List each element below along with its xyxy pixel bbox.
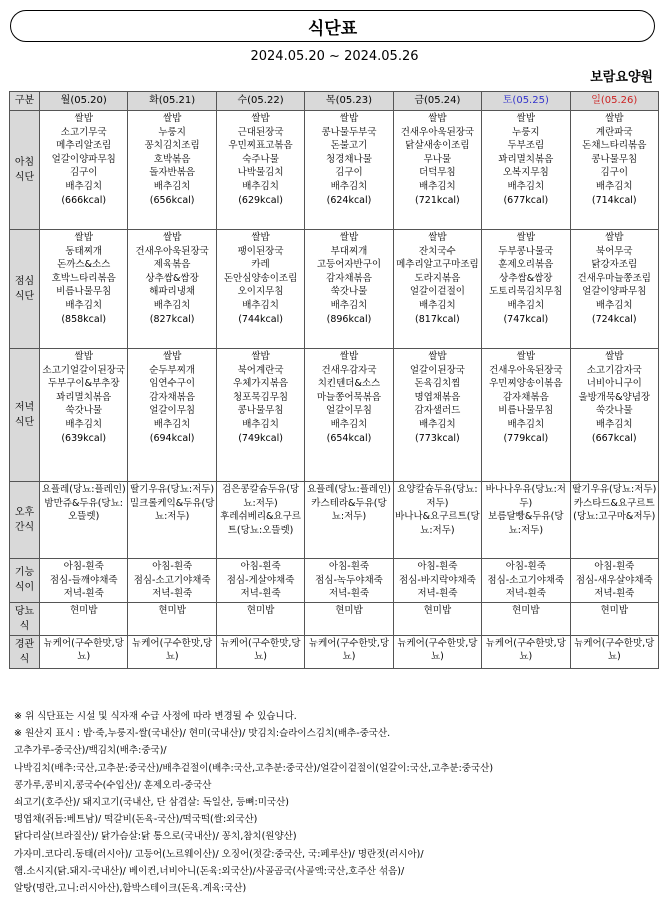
menu-item: 점심-소고기야채죽 [133, 574, 211, 586]
row-label-breakfast: 아침 식단 [10, 111, 40, 230]
menu-item: 건새우아욱된장국 [400, 126, 475, 138]
menu-item: 배추김치 [330, 180, 368, 192]
menu-item: 두부조림 [507, 140, 545, 152]
menu-item: 호박볶음 [153, 153, 191, 165]
menu-item: 쌀밥 [162, 113, 182, 124]
menu-item: 임연수구이 [149, 378, 196, 390]
menu-item: 소고기무국 [60, 126, 107, 138]
menu-item: 계란파국 [595, 126, 633, 138]
menu-item: 해파리냉채 [149, 286, 196, 298]
menu-item: 쑥갓나물 [65, 405, 103, 417]
menu-item: 카스테라&두유(당뇨:저두) [311, 497, 387, 523]
header-day-thu: 목(05.23) [305, 92, 393, 111]
menu-item: (744kcal) [238, 313, 283, 325]
menu-item: 점심-바지락야채죽 [398, 574, 476, 586]
menu-cell [216, 602, 304, 635]
menu-item: 저녁-흰죽 [505, 588, 546, 600]
menu-item: 쌀밥 [251, 351, 270, 362]
menu-item: 저녁-흰죽 [152, 588, 193, 600]
menu-item: 점심-소고기야채죽 [487, 574, 565, 586]
page-title: 식단표 [10, 10, 655, 42]
menu-item: 쌀밥 [516, 113, 535, 124]
menu-item: 바나나&요구르트(당뇨:저두) [395, 511, 480, 536]
meal-row-diabetic [10, 602, 659, 635]
menu-table [9, 91, 659, 669]
menu-item: 닭살새송이조림 [405, 140, 470, 152]
menu-item: (749kcal) [238, 432, 283, 444]
menu-cell [40, 230, 128, 349]
menu-item: 비름나물무침 [498, 405, 554, 417]
menu-item: 딸기우유(당뇨:저두) [572, 484, 657, 495]
menu-item: 요양칼슘두유(당뇨:저두) [397, 484, 478, 509]
header-row [10, 92, 659, 111]
menu-item: 쌀밥 [516, 232, 535, 243]
menu-item: 도토리묵김치무침 [489, 286, 563, 298]
header-day-tue: 화(05.21) [128, 92, 216, 111]
note-line: 가자미.코다리.동태(러시아)/ 고등어(노르웨이산)/ 오징어(젓갈:중국산, 국:페루산)/ 명란젓(러시아)/ [14, 848, 424, 860]
menu-item: 요플레(당뇨:플레인) [306, 484, 391, 495]
header-day-sun: 일(05.26) [570, 92, 658, 111]
menu-cell [393, 602, 481, 635]
menu-item: 현미밥 [423, 604, 452, 616]
menu-item: 배추김치 [153, 180, 191, 192]
menu-item: 얼갈이겉절이 [409, 286, 465, 298]
menu-item: 두부콩나물국 [498, 245, 554, 257]
menu-item: 김구이 [600, 167, 629, 179]
menu-cell [305, 111, 393, 230]
menu-item: 부대찌개 [330, 245, 368, 257]
menu-item: 돈채느타리볶음 [582, 140, 647, 152]
header-day-mon: 월(05.20) [40, 92, 128, 111]
menu-item: (694kcal) [149, 432, 195, 444]
menu-item: (773kcal) [415, 432, 460, 444]
menu-item: 카스타드&요구르트(당뇨:고구마&저두) [573, 497, 656, 523]
menu-cell [216, 230, 304, 349]
menu-item: 건새우마늘쫑조림 [577, 272, 651, 284]
menu-item: 도라지볶음 [414, 272, 461, 284]
menu-cell [40, 559, 128, 603]
menu-item: 뉴케어(구수한맛,당뇨) [220, 637, 301, 663]
menu-item: 쌀밥 [516, 351, 535, 362]
menu-cell [482, 635, 570, 668]
menu-cell [128, 602, 216, 635]
menu-item: 아침-흰죽 [505, 561, 546, 572]
menu-cell [570, 482, 658, 559]
header-day-fri: 금(05.24) [393, 92, 481, 111]
menu-cell [393, 482, 481, 559]
menu-item: 저녁-흰죽 [417, 588, 458, 600]
menu-cell [305, 482, 393, 559]
menu-item: 바나나우유(당뇨:저두) [485, 484, 566, 509]
menu-cell [482, 482, 570, 559]
menu-item: 얼갈이양파무침 [582, 286, 647, 298]
menu-item: 너비아니구이 [586, 378, 642, 390]
menu-cell [305, 602, 393, 635]
menu-item: 뉴케어(구수한맛,당뇨) [574, 637, 655, 663]
menu-item: 얼갈이양파무침 [51, 153, 116, 165]
menu-cell [216, 635, 304, 668]
menu-cell [40, 349, 128, 482]
menu-item: 훈제오리볶음 [498, 259, 554, 271]
menu-cell [40, 111, 128, 230]
menu-cell [570, 349, 658, 482]
menu-item: 저녁-흰죽 [328, 588, 370, 600]
menu-item: 북어계란국 [237, 364, 284, 376]
notes-section [14, 708, 659, 897]
menu-item: (639kcal) [61, 432, 107, 444]
header-day-sat: 토(05.25) [482, 92, 570, 111]
note-line: ※ 위 식단표는 시설 및 식자재 수급 사정에 따라 변경될 수 있습니다. [14, 711, 297, 722]
menu-item: 배추김치 [419, 299, 456, 311]
menu-item: 저녁-흰죽 [594, 588, 635, 600]
note-line: 나박김치(배추:국산,고추분:중국산)/배추겉절이(배추:국산,고추분:중국산)/얼갈이겉절이(얼갈이:국산,고추분:중국산) [14, 762, 494, 774]
menu-item: 청포묵김무침 [233, 391, 289, 403]
menu-item: 건새우아욱된장국 [135, 245, 209, 257]
menu-item: (656kcal) [149, 194, 195, 206]
menu-cell [305, 349, 393, 482]
menu-item: 김구이 [335, 167, 363, 179]
menu-item: (827kcal) [149, 313, 195, 325]
menu-item: 쌀밥 [605, 232, 624, 243]
menu-item: 배추김치 [507, 418, 545, 430]
menu-item: 비름나물무침 [56, 286, 112, 298]
meal-row-dinner [10, 349, 659, 482]
menu-item: 배추김치 [153, 418, 191, 430]
menu-item: 배추김치 [419, 180, 456, 192]
menu-item: 팽이된장국 [237, 245, 284, 257]
menu-cell [393, 559, 481, 603]
menu-item: 배추김치 [330, 418, 368, 430]
menu-item: 뉴케어(구수한맛,당뇨) [43, 637, 124, 663]
menu-cell [128, 559, 216, 603]
meal-row-snack [10, 482, 659, 559]
menu-item: 소고기감자국 [586, 364, 642, 376]
menu-item: 저녁-흰죽 [240, 588, 281, 600]
note-line: 명엽채(쥐돔:베트남)/ 떡갈비(돈육-국산)/떡국떡(쌀:외국산) [14, 814, 258, 826]
menu-cell [393, 635, 481, 668]
menu-item: 현미밥 [158, 604, 186, 616]
menu-item: (666kcal) [61, 194, 107, 206]
menu-item: 점심-들깨야채죽 [49, 574, 118, 586]
menu-item: 현미밥 [512, 604, 540, 616]
row-label-dinner: 저녁 식단 [10, 349, 40, 482]
menu-cell [482, 111, 570, 230]
menu-item: 명엽채볶음 [414, 391, 461, 403]
menu-item: 뉴케어(구수한맛,당뇨) [308, 637, 390, 663]
menu-item: 카레 [251, 259, 270, 271]
menu-item: 쌀밥 [74, 232, 93, 243]
menu-item: 청경채나물 [326, 153, 372, 165]
menu-item: 현미밥 [69, 604, 98, 616]
menu-item: 아침-흰죽 [328, 561, 370, 572]
menu-cell [40, 602, 128, 635]
menu-cell [216, 349, 304, 482]
menu-cell [482, 230, 570, 349]
menu-item: (721kcal) [415, 194, 460, 206]
menu-item: 감자채볶음 [326, 272, 372, 284]
menu-item: 쌀밥 [74, 351, 93, 362]
menu-item: 쌀밥 [428, 232, 447, 243]
menu-item: 우민찌표고볶음 [228, 140, 293, 152]
menu-item: 건새우감자국 [321, 364, 377, 376]
menu-item: 쌀밥 [605, 113, 624, 124]
menu-item: 돈불고기 [330, 140, 368, 152]
menu-cell [570, 602, 658, 635]
menu-period: 2024.05.20 ~ 2024.05.26 [250, 49, 419, 64]
menu-item: 우민찌양송이볶음 [489, 378, 563, 390]
menu-cell [40, 635, 128, 668]
menu-item: 배추김치 [65, 180, 103, 192]
menu-item: 얼갈이무침 [326, 405, 372, 417]
note-line: 닭다리살(브라질산)/ 닭가슴살:닭 통으로(국내산)/ 꽁치,참치(원양산) [14, 831, 297, 843]
menu-item: 쌀밥 [251, 113, 270, 124]
menu-item: 닭강자조림 [591, 259, 638, 271]
menu-item: 꽈리멸치볶음 [498, 153, 554, 165]
menu-item: 돈까스&소스 [57, 259, 111, 271]
menu-item: (779kcal) [503, 432, 549, 444]
menu-item: 얼갈이된장국 [409, 364, 465, 376]
meal-row-breakfast [10, 111, 659, 230]
menu-item: 호박느타리볶음 [51, 272, 116, 284]
menu-item: 아침-흰죽 [240, 561, 281, 572]
menu-cell [128, 482, 216, 559]
menu-item: 점심-녹두야채죽 [315, 574, 383, 586]
menu-cell [305, 635, 393, 668]
note-line: 쇠고기(호주산)/ 돼지고기(국내산, 단 삼겹살: 독일산, 등뼈:미국산) [14, 797, 289, 809]
menu-item: 검은콩칼슘두유(당뇨:저두) [221, 484, 300, 509]
menu-cell [482, 559, 570, 603]
menu-item: 오복지무침 [502, 167, 549, 179]
menu-cell [482, 349, 570, 482]
menu-cell [40, 482, 128, 559]
menu-item: 현미밥 [600, 604, 629, 616]
row-label-functional: 기능 식이 [10, 559, 40, 603]
menu-item: 소고기얼갈이된장국 [42, 364, 125, 376]
menu-item: 쌀밥 [251, 232, 270, 243]
menu-item: 쌀밥 [339, 113, 359, 124]
menu-item: 두부구이&부추장 [47, 378, 120, 390]
menu-item: 꽈리멸치볶음 [56, 391, 112, 403]
menu-cell [128, 349, 216, 482]
menu-item: 고등어자반구이 [316, 259, 382, 271]
menu-item: 김구이 [69, 167, 98, 179]
menu-item: 뉴케어(구수한맛,당뇨) [485, 637, 566, 663]
note-line: 콩가루,콩비지,콩국수(수입산)/ 훈제오리-중국산 [14, 779, 212, 791]
menu-item: (817kcal) [415, 313, 460, 325]
menu-cell [393, 349, 481, 482]
menu-item: (624kcal) [326, 194, 372, 206]
menu-item: 치킨텐더&소스 [317, 378, 381, 390]
menu-item: 밀크롤케익&두유(당뇨:저두) [129, 497, 215, 523]
menu-item: 콩나물두부국 [321, 126, 377, 138]
menu-item: 점심-게살야채죽 [226, 574, 295, 586]
menu-item: 쌀밥 [428, 113, 447, 124]
menu-item: 오이지무침 [237, 286, 284, 298]
menu-item: 쌀밥 [162, 232, 182, 243]
menu-item: 콩나물무침 [237, 405, 284, 417]
menu-item: 상추쌈&쌈장 [145, 272, 199, 284]
menu-cell [570, 635, 658, 668]
menu-item: 누룽지 [158, 126, 186, 138]
note-line: 햄.소시지(닭.돼지-국내산)/ 베이컨,너비아니(돈육:외국산)/사골곰국(사골액:국산,호주산 섞음)/ [14, 865, 405, 877]
row-label-diabetic: 당뇨 식 [10, 602, 40, 635]
menu-item: 아침-흰죽 [63, 561, 104, 572]
menu-item: 돈안심양송이조림 [223, 272, 298, 284]
menu-item: 배추김치 [595, 180, 633, 192]
menu-item: 현미밥 [335, 604, 363, 616]
menu-item: 배추김치 [242, 299, 279, 311]
menu-item: 배추김치 [507, 299, 545, 311]
menu-item: (654kcal) [326, 432, 372, 444]
meal-row-lunch [10, 230, 659, 349]
menu-item: 쌀밥 [605, 351, 624, 362]
menu-item: 배추김치 [65, 418, 103, 430]
menu-cell [128, 111, 216, 230]
menu-item: 돈육김치찜 [414, 378, 461, 390]
menu-item: 동태찌개 [65, 245, 103, 257]
meal-row-tube [10, 635, 659, 668]
menu-cell [570, 559, 658, 603]
menu-item: 메추리알고구마조림 [396, 259, 479, 271]
menu-item: 순두부찌개 [149, 364, 196, 376]
menu-item: 아침-흰죽 [594, 561, 635, 572]
menu-cell [216, 482, 304, 559]
menu-item: 쌀밥 [339, 351, 359, 362]
menu-item: 쌀밥 [428, 351, 447, 362]
menu-item: 근대된장국 [237, 126, 284, 138]
menu-cell [305, 559, 393, 603]
menu-item: 배추김치 [507, 180, 545, 192]
menu-item: (667kcal) [591, 432, 637, 444]
menu-item: 쌀밥 [339, 232, 359, 243]
header-label: 구분 [10, 92, 40, 111]
menu-item: (724kcal) [591, 313, 637, 325]
facility-name: 보람요양원 [590, 70, 653, 85]
menu-item: 건새우아욱된장국 [489, 364, 563, 376]
note-line: ※ 원산지 표시 : 밥·죽,누룽지-쌀(국내산)/ 현미(국내산)/ 맛김치:슬라이스김치(배추-중국산. [14, 728, 391, 740]
menu-item: 감자샐러드 [414, 405, 461, 417]
menu-item: 현미밥 [246, 604, 275, 616]
menu-item: 쑥갓나물 [595, 405, 633, 417]
menu-item: (714kcal) [591, 194, 637, 206]
row-label-lunch: 점심 식단 [10, 230, 40, 349]
menu-item: 밤만쥬&두유(당뇨:오뜰렛) [44, 497, 123, 523]
menu-item: 돌자반볶음 [149, 167, 196, 179]
menu-item: 아침-흰죽 [152, 561, 193, 572]
menu-cell [570, 111, 658, 230]
menu-item: 배추김치 [153, 299, 191, 311]
menu-item: 마늘쫑어묵볶음 [316, 391, 382, 403]
note-line: 고추가루-중국산)/백김치(배추:중국)/ [14, 745, 167, 757]
menu-cell [482, 602, 570, 635]
menu-item: 꽁치김치조림 [144, 140, 200, 152]
menu-item: 제육볶음 [153, 259, 191, 271]
menu-item: 북어무국 [595, 245, 633, 257]
menu-cell [128, 635, 216, 668]
menu-item: (896kcal) [326, 313, 372, 325]
menu-cell [305, 230, 393, 349]
menu-item: 요플레(당뇨:플레인) [41, 484, 126, 495]
menu-item: 뉴케어(구수한맛,당뇨) [132, 637, 213, 663]
note-line: 알탕(명란,고니:러시아산),함박스테이크(돈육.계육:국산) [14, 883, 247, 895]
menu-item: 얼갈이무침 [149, 405, 196, 417]
menu-cell [570, 230, 658, 349]
menu-cell [216, 559, 304, 603]
menu-item: 점심-새우살야채죽 [575, 574, 653, 586]
menu-item: 메추리알조림 [56, 140, 112, 152]
menu-cell [393, 111, 481, 230]
menu-item: 배추김치 [419, 418, 456, 430]
menu-item: 뉴케어(구수한맛,당뇨) [397, 637, 478, 663]
menu-item: 배추김치 [330, 299, 368, 311]
menu-item: 감자채볶음 [149, 391, 196, 403]
menu-item: 배추김치 [242, 180, 279, 192]
menu-item: 딸기우유(당뇨:저두) [130, 484, 215, 495]
menu-item: 누룽지 [512, 126, 540, 138]
menu-item: 더덕무침 [419, 167, 456, 179]
menu-item: 울방개묵&양념장 [578, 391, 651, 403]
menu-item: (629kcal) [238, 194, 283, 206]
menu-item: 저녁-흰죽 [63, 588, 104, 600]
menu-item: 후레쉬베리&요구르트(당뇨:오뜰렛) [220, 511, 301, 536]
menu-item: 우체가지볶음 [233, 378, 289, 390]
menu-item: 쑥갓나물 [330, 286, 368, 298]
menu-item: 무나물 [423, 153, 452, 165]
menu-item: 콩나물무침 [591, 153, 638, 165]
meal-row-functional [10, 559, 659, 603]
menu-item: 배추김치 [595, 418, 633, 430]
menu-item: (677kcal) [503, 194, 549, 206]
menu-item: 상추쌈&쌈장 [499, 272, 553, 284]
menu-item: 쌀밥 [74, 113, 93, 124]
menu-item: 배추김치 [595, 299, 633, 311]
row-label-snack: 오후 간식 [10, 482, 40, 559]
menu-item: 아침-흰죽 [417, 561, 458, 572]
menu-cell [128, 230, 216, 349]
menu-item: 배추김치 [65, 299, 103, 311]
menu-cell [393, 230, 481, 349]
menu-cell [216, 111, 304, 230]
menu-item: 나박물김치 [237, 167, 284, 179]
menu-item: 숙주나물 [242, 153, 279, 165]
menu-item: 쌀밥 [162, 351, 182, 362]
header-day-wed: 수(05.22) [216, 92, 304, 111]
row-label-tube: 경관 식 [10, 635, 40, 668]
menu-item: 보름달빵&두유(당뇨:저두) [488, 511, 564, 536]
menu-item: 잔치국수 [419, 245, 456, 257]
menu-item: 감자채볶음 [502, 391, 549, 403]
menu-item: (858kcal) [61, 313, 107, 325]
menu-item: 배추김치 [242, 418, 279, 430]
menu-item: (747kcal) [503, 313, 549, 325]
